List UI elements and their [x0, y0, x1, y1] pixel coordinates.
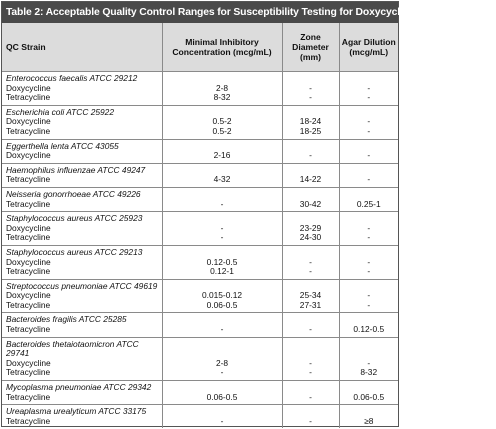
drug-name: Tetracycline [6, 92, 51, 103]
mic-value: - [162, 233, 282, 245]
organism-row [2, 405, 398, 417]
header-agar-dilution: Agar Dilution (mcg/mL) [339, 23, 398, 72]
zone-value: - [282, 258, 339, 268]
empty-cell [339, 337, 398, 359]
empty-cell [162, 381, 282, 393]
zone-value: 23-29 [282, 224, 339, 234]
agar-value: - [339, 127, 398, 139]
mic-value: - [162, 417, 282, 429]
organism-row [2, 313, 398, 325]
mic-value: - [162, 368, 282, 380]
organism-row [2, 279, 398, 291]
table-body [2, 72, 398, 429]
table-row [2, 175, 398, 187]
agar-value: - [339, 151, 398, 163]
organism-row [2, 337, 398, 359]
table-row [2, 267, 398, 279]
zone-value: - [282, 267, 339, 279]
mic-value: 2-8 [162, 84, 282, 94]
drug-name: Doxycycline [6, 256, 51, 267]
zone-value: 18-25 [282, 127, 339, 139]
drug-name: Doxycycline [6, 82, 51, 93]
mic-value: 2-16 [162, 151, 282, 163]
drug-name: Doxycycline [6, 357, 51, 368]
organism-name: Ureaplasma urealyticum ATCC 33175 [2, 405, 162, 417]
drug-name: Doxycycline [6, 150, 51, 161]
empty-cell [282, 245, 339, 257]
organism-row [2, 381, 398, 393]
header-qc-strain: QC Strain [2, 23, 162, 72]
empty-cell [282, 381, 339, 393]
empty-cell [282, 187, 339, 199]
drug-name: Tetracycline [6, 367, 51, 378]
drug-name: Tetracycline [6, 299, 51, 310]
qc-table-figure [1, 1, 496, 427]
empty-cell [162, 405, 282, 417]
zone-value: - [282, 325, 339, 337]
organism-name: Staphylococcus aureus ATCC 25923 [2, 212, 162, 224]
organism-name: Enterococcus faecalis ATCC 29212 [2, 72, 162, 84]
mic-value: 0.015-0.12 [162, 291, 282, 301]
table-row [2, 417, 398, 429]
agar-value: - [339, 93, 398, 105]
zone-value: - [282, 359, 339, 369]
table-row [2, 359, 398, 369]
table-row [2, 291, 398, 301]
organism-name: Staphylococcus aureus ATCC 29213 [2, 245, 162, 257]
qc-ranges-table [2, 23, 398, 428]
drug-name: Tetracycline [6, 415, 51, 426]
mic-value: 8-32 [162, 93, 282, 105]
table-row [2, 93, 398, 105]
zone-value: - [282, 151, 339, 163]
organism-name: Eggerthella lenta ATCC 43055 [2, 139, 162, 151]
mic-value: - [162, 200, 282, 212]
empty-cell [339, 245, 398, 257]
empty-cell [162, 337, 282, 359]
empty-cell [162, 245, 282, 257]
zone-value: - [282, 84, 339, 94]
agar-value: ≥8 [339, 417, 398, 429]
mic-value: 0.12-0.5 [162, 258, 282, 268]
agar-value: - [339, 233, 398, 245]
agar-value: 0.25-1 [339, 200, 398, 212]
empty-cell [162, 72, 282, 84]
mic-value: 0.5-2 [162, 127, 282, 139]
mic-value: 4-32 [162, 175, 282, 187]
empty-cell [339, 405, 398, 417]
table-row [2, 117, 398, 127]
zone-value: - [282, 393, 339, 405]
agar-value: 8-32 [339, 368, 398, 380]
mic-value: 2-8 [162, 359, 282, 369]
mic-value: 0.5-2 [162, 117, 282, 127]
organism-row [2, 163, 398, 175]
header-zone-diameter: Zone Diameter (mm) [282, 23, 339, 72]
agar-value: - [339, 84, 398, 94]
empty-cell [282, 72, 339, 84]
table-title: Table 2: Acceptable Quality Control Ranges for Susceptibility Testing for Doxycycline and Tetracycline [2, 2, 398, 23]
table-row [2, 151, 398, 163]
organism-name: Haemophilus influenzae ATCC 49247 [2, 163, 162, 175]
empty-cell [339, 187, 398, 199]
empty-cell [339, 72, 398, 84]
zone-value: - [282, 417, 339, 429]
zone-value: - [282, 368, 339, 380]
empty-cell [282, 405, 339, 417]
empty-cell [162, 212, 282, 224]
drug-name: Tetracycline [6, 324, 51, 335]
mic-value: 0.06-0.5 [162, 301, 282, 313]
agar-value: - [339, 301, 398, 313]
zone-value: - [282, 93, 339, 105]
organism-name: Bacteroides thetaiotaomicron ATCC 29741 [2, 337, 162, 359]
table-row [2, 301, 398, 313]
drug-name: Tetracycline [6, 391, 51, 402]
zone-value: 30-42 [282, 200, 339, 212]
organism-name: Mycoplasma pneumoniae ATCC 29342 [2, 381, 162, 393]
agar-value: - [339, 291, 398, 301]
agar-value: - [339, 359, 398, 369]
table-row [2, 233, 398, 245]
agar-value: - [339, 175, 398, 187]
organism-row [2, 245, 398, 257]
agar-value: 0.12-0.5 [339, 325, 398, 337]
organism-row [2, 187, 398, 199]
header-mic: Minimal Inhibitory Concentration (mcg/mL) [162, 23, 282, 72]
organism-row [2, 72, 398, 84]
zone-value: 24-30 [282, 233, 339, 245]
empty-cell [339, 381, 398, 393]
organism-name: Escherichia coli ATCC 25922 [2, 105, 162, 117]
table-row [2, 224, 398, 234]
empty-cell [282, 212, 339, 224]
zone-value: 14-22 [282, 175, 339, 187]
drug-name: Tetracycline [6, 198, 51, 209]
organism-row [2, 212, 398, 224]
organism-name: Streptococcus pneumoniae ATCC 49619 [2, 279, 162, 291]
organism-name: Bacteroides fragilis ATCC 25285 [2, 313, 162, 325]
agar-value: 0.06-0.5 [339, 393, 398, 405]
zone-value: 18-24 [282, 117, 339, 127]
table-row [2, 368, 398, 380]
drug-name: Tetracycline [6, 125, 51, 136]
organism-row [2, 139, 398, 151]
mic-value: 0.12-1 [162, 267, 282, 279]
table-row [2, 393, 398, 405]
drug-name: Doxycycline [6, 222, 51, 233]
drug-name: Tetracycline [6, 174, 51, 185]
organism-name: Neisseria gonorrhoeae ATCC 49226 [2, 187, 162, 199]
drug-name: Tetracycline [6, 266, 51, 277]
empty-cell [339, 212, 398, 224]
agar-value: - [339, 267, 398, 279]
mic-value: 0.06-0.5 [162, 393, 282, 405]
table-row [2, 84, 398, 94]
empty-cell [282, 337, 339, 359]
zone-value: 27-31 [282, 301, 339, 313]
mic-value: - [162, 224, 282, 234]
table-row [2, 325, 398, 337]
agar-value: - [339, 117, 398, 127]
drug-name: Doxycycline [6, 116, 51, 127]
agar-value: - [339, 224, 398, 234]
mic-value: - [162, 325, 282, 337]
empty-cell [162, 187, 282, 199]
drug-name: Doxycycline [6, 290, 51, 301]
table-row [2, 258, 398, 268]
agar-value: - [339, 258, 398, 268]
table-row [2, 200, 398, 212]
organism-row [2, 105, 398, 117]
header-row [2, 23, 398, 72]
zone-value: 25-34 [282, 291, 339, 301]
drug-name: Tetracycline [6, 232, 51, 243]
table-row [2, 127, 398, 139]
